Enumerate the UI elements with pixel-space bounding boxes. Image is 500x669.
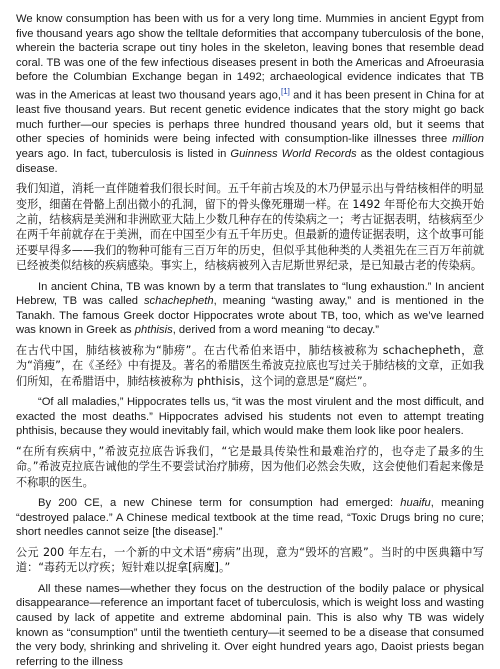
emphasis-text: huaifu <box>400 497 431 510</box>
text-run: , meaning “destroyed palace.” A Chinese medical textbook at the time read, “Toxic Drugs bring no cure; short needles cannot seize [the disease].” <box>16 497 484 539</box>
paragraph-en-4 <box>16 496 484 540</box>
footnote-link[interactable]: [1] <box>280 86 290 96</box>
emphasis-text: million <box>452 133 484 146</box>
paragraph-zh-2: 在古代中国，肺结核被称为“肺痨”。在古代希伯来语中，肺结核被称为 schachepheth，意为“消瘦”，在《圣经》中有提及。著名的希腊医生希波克拉底也写过关于肺结核的文章，正如我们所知，在希腊语中，肺结核被称为 phthisis，这个词的意思是“腐烂”。 <box>16 344 484 388</box>
text-run: In ancient China, TB was known by a term that translates to “lung exhaustion.” In ancient Hebrew, TB was called <box>16 280 484 308</box>
paragraph-zh-3: “在所有疾病中，”希波克拉底告诉我们，“它是最具传染性和最难治疗的，也夺走了最多的生命。”希波克拉底告诫他的学生不要尝试治疗肺痨，因为他们必然会失败，这会使他们看起来像是不称职的医生。 <box>16 445 484 489</box>
text-run: By 200 CE, a new Chinese term for consumption had emerged: <box>38 497 401 510</box>
paragraph-en-3 <box>16 395 484 439</box>
text-run: “Of all maladies,” Hippocrates tells us, “it was the most virulent and the most difficult, and exacted the most deaths.” Hippocrates advised his students not even to attempt treating phthisis, because they would inevitably fail, which would make them look like poor healers. <box>16 396 484 438</box>
text-run: as the oldest contagious disease. <box>16 148 484 175</box>
text-run: , derived from a word meaning “to decay.” <box>172 324 379 337</box>
text-run: years ago. In fact, tuberculosis is listed in <box>16 148 231 161</box>
paragraph-en-2 <box>16 280 484 338</box>
paragraph-en-1 <box>16 12 484 176</box>
paragraph-en-5 <box>16 582 484 669</box>
paragraph-zh-4: 公元 200 年左右，一个新的中文术语“痨病”出现，意为“毁坏的宫殿”。当时的中医典籍中写道：“毒药无以疗疾；短针难以捉拿[病魔]。” <box>16 546 484 575</box>
emphasis-text: schachepheth <box>143 295 214 308</box>
paragraph-zh-1: 我们知道，消耗一直伴随着我们很长时间。五千年前古埃及的木乃伊显示出与骨结核相伴的明显变形，细菌在骨骼上刮出微小的孔洞，留下的骨头像死珊瑚一样。在 1492 年哥伦布大交换开始之前，结核病是美洲和非洲欧亚大陆上少数几种存在的传染病之一；考古证据表明，结核病至少在两千年前就存在于美洲，而在中国至少有五千年历史。但最新的遗传证据表明，这个故事可能还要早得多——我们的物种可能有三百万年的历史，但似乎其他种类的人类祖先在三百万年前就已经被类似结核的疾病感染。事实上，结核病被列入吉尼斯世界纪录，是已知最古老的传染病。 <box>16 182 484 273</box>
text-run: and it has been present in China for at least five thousand years. But recent genetic evidence indicates that the story might go back much further—our species is perhaps three hundred thousand years old, but it seems that other species of hominids were being infected with consumption-like illnesses three <box>16 89 484 146</box>
emphasis-text: Guinness World Records <box>230 148 357 161</box>
emphasis-text: phthisis <box>134 324 173 337</box>
text-run: , meaning “wasting away,” and is mentioned in the Tanakh. The famous Greek doctor Hippocrates wrote about TB, too, which as we’ve learned was known in Greek as <box>16 295 484 337</box>
text-run: All these names—whether they focus on the destruction of the bodily palace or physical disappearance—reference an important facet of tuberculosis, which is weight loss and wasting caused by lack of appetite and extreme abdominal pain. This is also why TB was widely known as “consumption” until the twentieth century—it seemed to be a disease that consumed the very body, shrinking and shriveling it. Over eight hundred years ago, Daoist priests began referring to the illness <box>16 582 484 668</box>
text-run: We know consumption has been with us for a very long time. Mummies in ancient Egypt from five thousand years ago show the telltale deformities that accompany tuberculosis of the bone, wherein the bacteria scrape out tiny holes in the skeleton, leaving bones that resemble dead coral. TB was one of the few infectious diseases present in both the Americas and Afroeurasia before the Columbian Exchange began in 1492; archaeological evidence indicates that TB was in the Americas at least two thousand years ago, <box>16 13 484 102</box>
